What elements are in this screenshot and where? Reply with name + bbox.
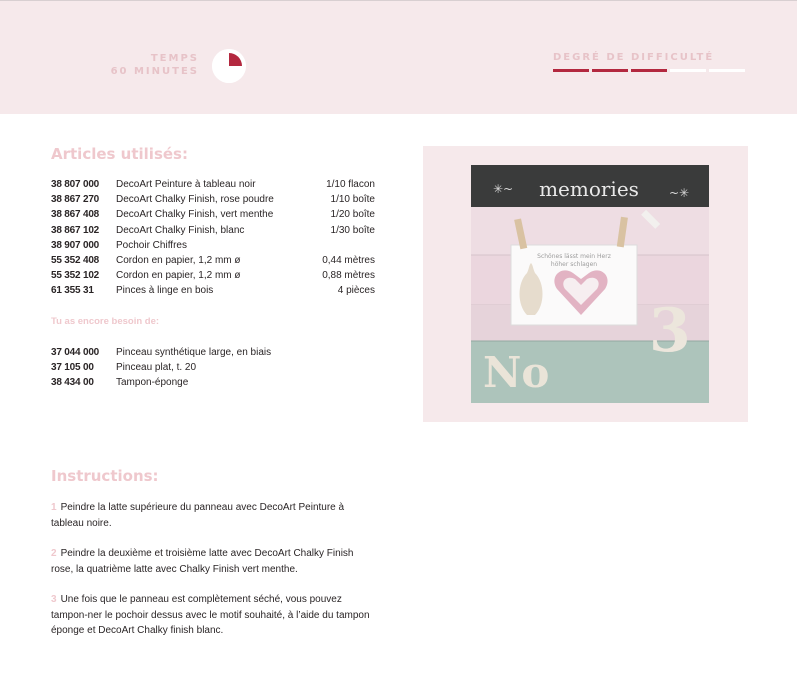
item-qty: 0,88 mètres <box>322 270 375 282</box>
item-desc: Tampon-éponge <box>116 377 189 389</box>
item-desc: Cordon en papier, 1,2 mm ø <box>116 255 241 267</box>
articles-title: Articles utilisés: <box>51 145 188 163</box>
item-qty: 4 pièces <box>337 285 375 297</box>
list-item <box>51 268 375 283</box>
time-value: 60 MINUTES <box>110 66 199 77</box>
list-item <box>51 223 375 238</box>
list-item <box>51 375 375 390</box>
clock-icon <box>212 49 246 83</box>
difficulty-meter <box>553 69 745 72</box>
chalk-word: memories <box>539 177 639 201</box>
item-ref: 38 807 000 <box>51 179 100 190</box>
step-number: 1 <box>51 502 57 513</box>
difficulty-segment <box>592 69 628 72</box>
step-text: Une fois que le panneau est complètement séché, vous pouvez tampon-ner le pochoir dessus avec le motif souhaité, à l’aide du tampon éponge et DecoArt Chalky finish blanc. <box>51 594 370 636</box>
instructions-list <box>51 500 377 654</box>
svg-text:Schönes lässt mein Herz: Schönes lässt mein Herz <box>537 253 611 260</box>
item-ref: 55 352 408 <box>51 255 100 267</box>
item-ref: 38 867 102 <box>51 224 100 236</box>
item-ref: 38 907 000 <box>51 239 100 251</box>
item-qty: 1/10 flacon <box>326 179 375 190</box>
step-number: 2 <box>51 548 57 559</box>
step-number: 3 <box>51 594 57 605</box>
product-photo-frame <box>423 146 748 422</box>
stencil-number-mark: No <box>483 348 550 397</box>
time-block <box>111 52 199 78</box>
svg-text:~✳: ~✳ <box>669 186 690 200</box>
instruction-step <box>51 500 377 531</box>
list-item <box>51 360 375 375</box>
instruction-step <box>51 592 377 639</box>
item-desc: DecoArt Chalky Finish, vert menthe <box>116 209 274 221</box>
item-ref: 38 867 270 <box>51 194 100 206</box>
extra-items-list <box>51 345 375 391</box>
item-desc: DecoArt Chalky Finish, blanc <box>116 224 245 236</box>
item-ref: 38 867 408 <box>51 209 100 221</box>
list-item <box>51 238 375 253</box>
step-text: Peindre la latte supérieure du panneau avec DecoArt Peinture à tableau noire. <box>51 502 345 529</box>
item-desc: Pinceau synthétique large, en biais <box>116 347 272 358</box>
list-item <box>51 253 375 268</box>
list-item <box>51 177 375 192</box>
step-text: Peindre la deuxième et troisième latte avec DecoArt Chalky Finish rose, la quatrième latte avec Chalky Finish vert menthe. <box>51 548 354 575</box>
svg-text:höher schlagen: höher schlagen <box>550 261 598 268</box>
list-item <box>51 345 375 360</box>
item-desc: Cordon en papier, 1,2 mm ø <box>116 270 241 282</box>
item-desc: Pinces à linge en bois <box>116 285 214 297</box>
item-qty: 1/10 boîte <box>330 194 375 206</box>
stencil-number: 3 <box>649 296 691 366</box>
instructions-title: Instructions: <box>51 467 159 485</box>
item-qty: 1/20 boîte <box>330 209 375 221</box>
product-photo <box>471 165 709 403</box>
difficulty-segment <box>553 69 589 72</box>
articles-list <box>51 177 375 299</box>
item-ref: 38 434 00 <box>51 377 94 389</box>
item-ref: 55 352 102 <box>51 270 100 282</box>
difficulty-segment <box>709 69 745 72</box>
difficulty-segment <box>670 69 706 72</box>
item-desc: DecoArt Peinture à tableau noir <box>116 179 256 190</box>
extra-items-title: Tu as encore besoin de: <box>51 316 160 327</box>
item-ref: 61 355 31 <box>51 285 94 297</box>
time-label: TEMPS <box>150 53 199 64</box>
difficulty-segment <box>631 69 667 72</box>
item-ref: 37 105 00 <box>51 362 94 374</box>
instruction-step <box>51 546 377 577</box>
item-desc: DecoArt Chalky Finish, rose poudre <box>116 194 274 206</box>
list-item <box>51 283 375 298</box>
difficulty-label: DEGRÉ DE DIFFICULTÉ <box>553 52 715 63</box>
list-item <box>51 192 375 207</box>
item-ref: 37 044 000 <box>51 347 100 358</box>
item-desc: Pochoir Chiffres <box>116 239 187 251</box>
item-qty: 0,44 mètres <box>322 255 375 267</box>
svg-text:✳~: ✳~ <box>493 182 514 196</box>
item-desc: Pinceau plat, t. 20 <box>116 362 197 374</box>
item-qty: 1/30 boîte <box>330 224 375 236</box>
list-item <box>51 207 375 222</box>
